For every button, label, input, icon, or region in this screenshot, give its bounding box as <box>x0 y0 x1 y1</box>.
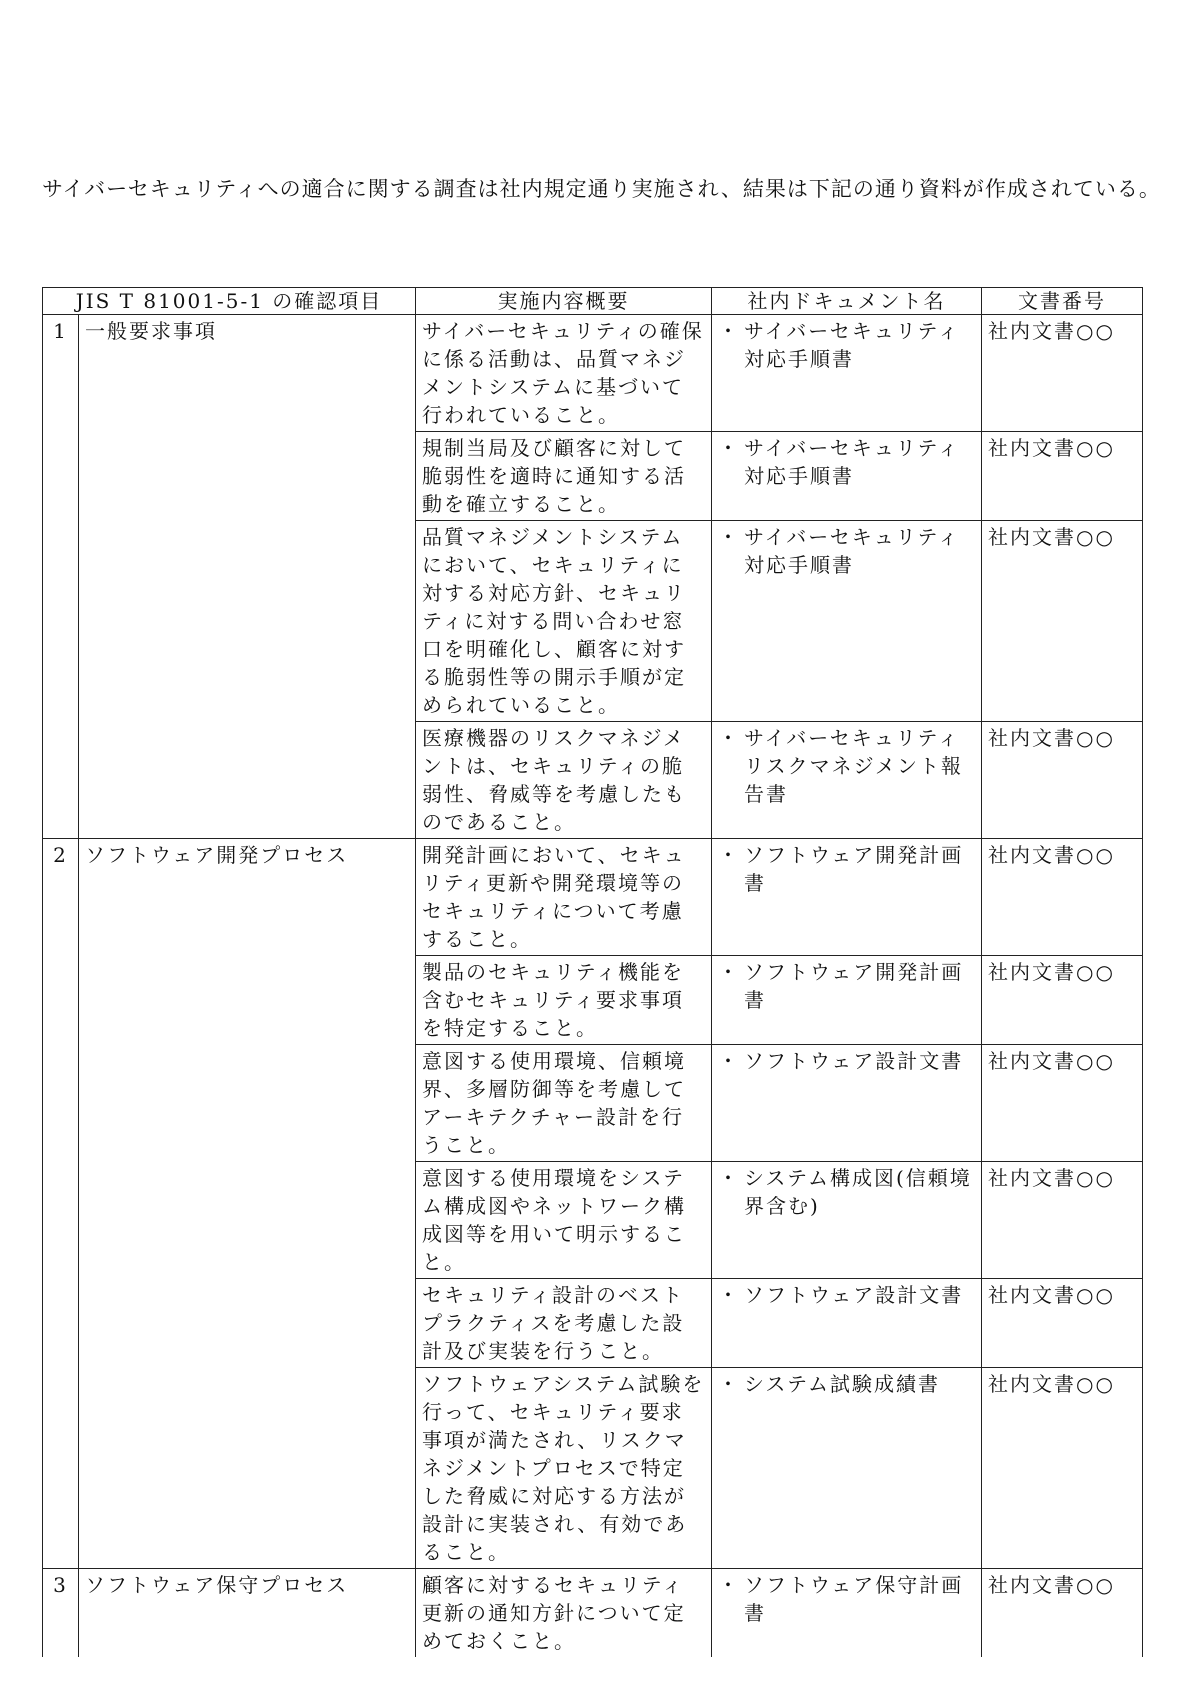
document-number-cell: 社内文書○○ <box>982 1569 1143 1658</box>
document-number-cell: 社内文書○○ <box>982 839 1143 956</box>
item-title: ソフトウェア開発プロセス <box>79 839 416 1569</box>
document-name: ・ ソフトウェア開発計画書 <box>718 958 975 1014</box>
document-name: ・ サイバーセキュリティ対応手順書 <box>718 317 975 373</box>
document-name-cell <box>712 722 982 839</box>
document-name-cell <box>712 521 982 722</box>
document-name-cell <box>712 315 982 432</box>
table-header-row <box>43 288 1143 315</box>
document-number-cell: 社内文書○○ <box>982 956 1143 1045</box>
summary-cell: セキュリティ設計のベストプラクティスを考慮した設計及び実装を行うこと。 <box>416 1279 712 1368</box>
document-name: ・ システム構成図(信頼境界含む) <box>718 1164 975 1220</box>
summary-cell: 医療機器のリスクマネジメントは、セキュリティの脆弱性、脅威等を考慮したものであること。 <box>416 722 712 839</box>
document-name-cell <box>712 1368 982 1569</box>
header-document-name: 社内ドキュメント名 <box>712 288 982 315</box>
document-name-cell <box>712 956 982 1045</box>
summary-cell: 意図する使用環境をシステム構成図やネットワーク構成図等を用いて明示すること。 <box>416 1162 712 1279</box>
document-name: ・ ソフトウェア設計文書 <box>718 1281 975 1309</box>
document-name: ・ ソフトウェア設計文書 <box>718 1047 975 1075</box>
summary-cell: サイバーセキュリティの確保に係る活動は、品質マネジメントシステムに基づいて行われていること。 <box>416 315 712 432</box>
document-name-cell <box>712 839 982 956</box>
document-number-cell: 社内文書○○ <box>982 1368 1143 1569</box>
table-row <box>43 1569 1143 1658</box>
table-row <box>43 839 1143 956</box>
table-row <box>43 315 1143 432</box>
summary-cell: ソフトウェアシステム試験を行って、セキュリティ要求事項が満たされ、リスクマネジメントプロセスで特定した脅威に対応する方法が設計に実装され、有効であること。 <box>416 1368 712 1569</box>
summary-cell: 意図する使用環境、信頼境界、多層防御等を考慮してアーキテクチャー設計を行うこと。 <box>416 1045 712 1162</box>
header-check-item: JIS T 81001-5-1 の確認項目 <box>43 288 416 315</box>
summary-cell: 品質マネジメントシステムにおいて、セキュリティに対する対応方針、セキュリティに対する問い合わせ窓口を明確化し、顧客に対する脆弱性等の開示手順が定められていること。 <box>416 521 712 722</box>
document-name: ・ サイバーセキュリティリスクマネジメント報告書 <box>718 724 975 808</box>
item-number: 1 <box>43 315 79 839</box>
document-number-cell: 社内文書○○ <box>982 1045 1143 1162</box>
checklist-table <box>42 287 1143 1657</box>
document-number-cell: 社内文書○○ <box>982 432 1143 521</box>
header-summary: 実施内容概要 <box>416 288 712 315</box>
item-number: 3 <box>43 1569 79 1658</box>
summary-cell: 開発計画において、セキュリティ更新や開発環境等のセキュリティについて考慮すること。 <box>416 839 712 956</box>
document-number-cell: 社内文書○○ <box>982 521 1143 722</box>
document-number-cell: 社内文書○○ <box>982 722 1143 839</box>
summary-cell: 製品のセキュリティ機能を含むセキュリティ要求事項を特定すること。 <box>416 956 712 1045</box>
document-name: ・ ソフトウェア保守計画書 <box>718 1571 975 1627</box>
document-name: ・ サイバーセキュリティ対応手順書 <box>718 434 975 490</box>
document-name: ・ サイバーセキュリティ対応手順書 <box>718 523 975 579</box>
item-number: 2 <box>43 839 79 1569</box>
document-number-cell: 社内文書○○ <box>982 1162 1143 1279</box>
document-name-cell <box>712 432 982 521</box>
header-document-number: 文書番号 <box>982 288 1143 315</box>
document-number-cell: 社内文書○○ <box>982 1279 1143 1368</box>
intro-text: サイバーセキュリティへの適合に関する調査は社内規定通り実施され、結果は下記の通り資料が作成されている。 <box>42 177 1161 201</box>
summary-cell: 規制当局及び顧客に対して脆弱性を適時に通知する活動を確立すること。 <box>416 432 712 521</box>
summary-cell: 顧客に対するセキュリティ更新の通知方針について定めておくこと。 <box>416 1569 712 1658</box>
item-title: ソフトウェア保守プロセス <box>79 1569 416 1658</box>
document-name: ・ ソフトウェア開発計画書 <box>718 841 975 897</box>
item-title: 一般要求事項 <box>79 315 416 839</box>
document-name-cell <box>712 1279 982 1368</box>
document-name-cell <box>712 1045 982 1162</box>
document-number-cell: 社内文書○○ <box>982 315 1143 432</box>
document-name-cell <box>712 1162 982 1279</box>
document-name: ・ システム試験成績書 <box>718 1370 975 1398</box>
document-name-cell <box>712 1569 982 1658</box>
